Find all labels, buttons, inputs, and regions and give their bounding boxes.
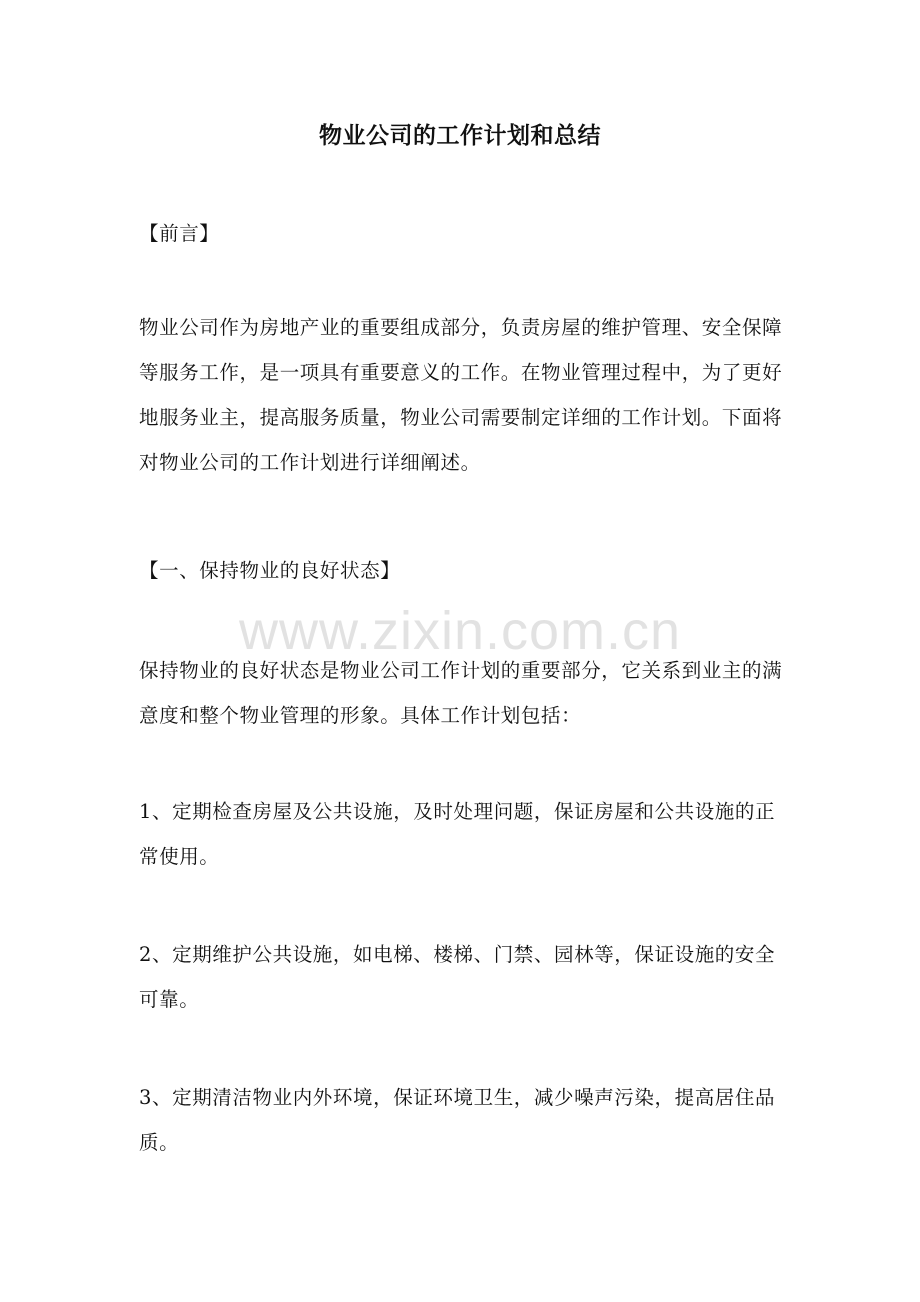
list-item: 3、定期清洁物业内外环境，保证环境卫生，减少噪声污染，提高居住品质。 — [139, 1086, 776, 1154]
document-title: 物业公司的工作计划和总结 — [319, 122, 601, 149]
watermark: www.zixin.com.cn — [238, 601, 682, 661]
preface-paragraph: 物业公司作为房地产业的重要组成部分，负责房屋的维护管理、安全保障等服务工作，是一项具有重要意义的工作。在物业管理过程中，为了更好地服务业主，提高服务质量，物业公司需要制定详细的工作计划。下面将对物业公司的工作计划进行详细阐述。 — [139, 316, 783, 474]
section-heading: 【一、保持物业的良好状态】 — [139, 559, 401, 582]
preface-heading: 【前言】 — [139, 222, 220, 245]
section-intro-paragraph: 保持物业的良好状态是物业公司工作计划的重要部分，它关系到业主的满意度和整个物业管理的形象。具体工作计划包括： — [139, 659, 783, 727]
list-item: 1、定期检查房屋及公共设施，及时处理问题，保证房屋和公共设施的正常使用。 — [139, 800, 776, 868]
list-item: 2、定期维护公共设施，如电梯、楼梯、门禁、园林等，保证设施的安全可靠。 — [139, 943, 776, 1011]
